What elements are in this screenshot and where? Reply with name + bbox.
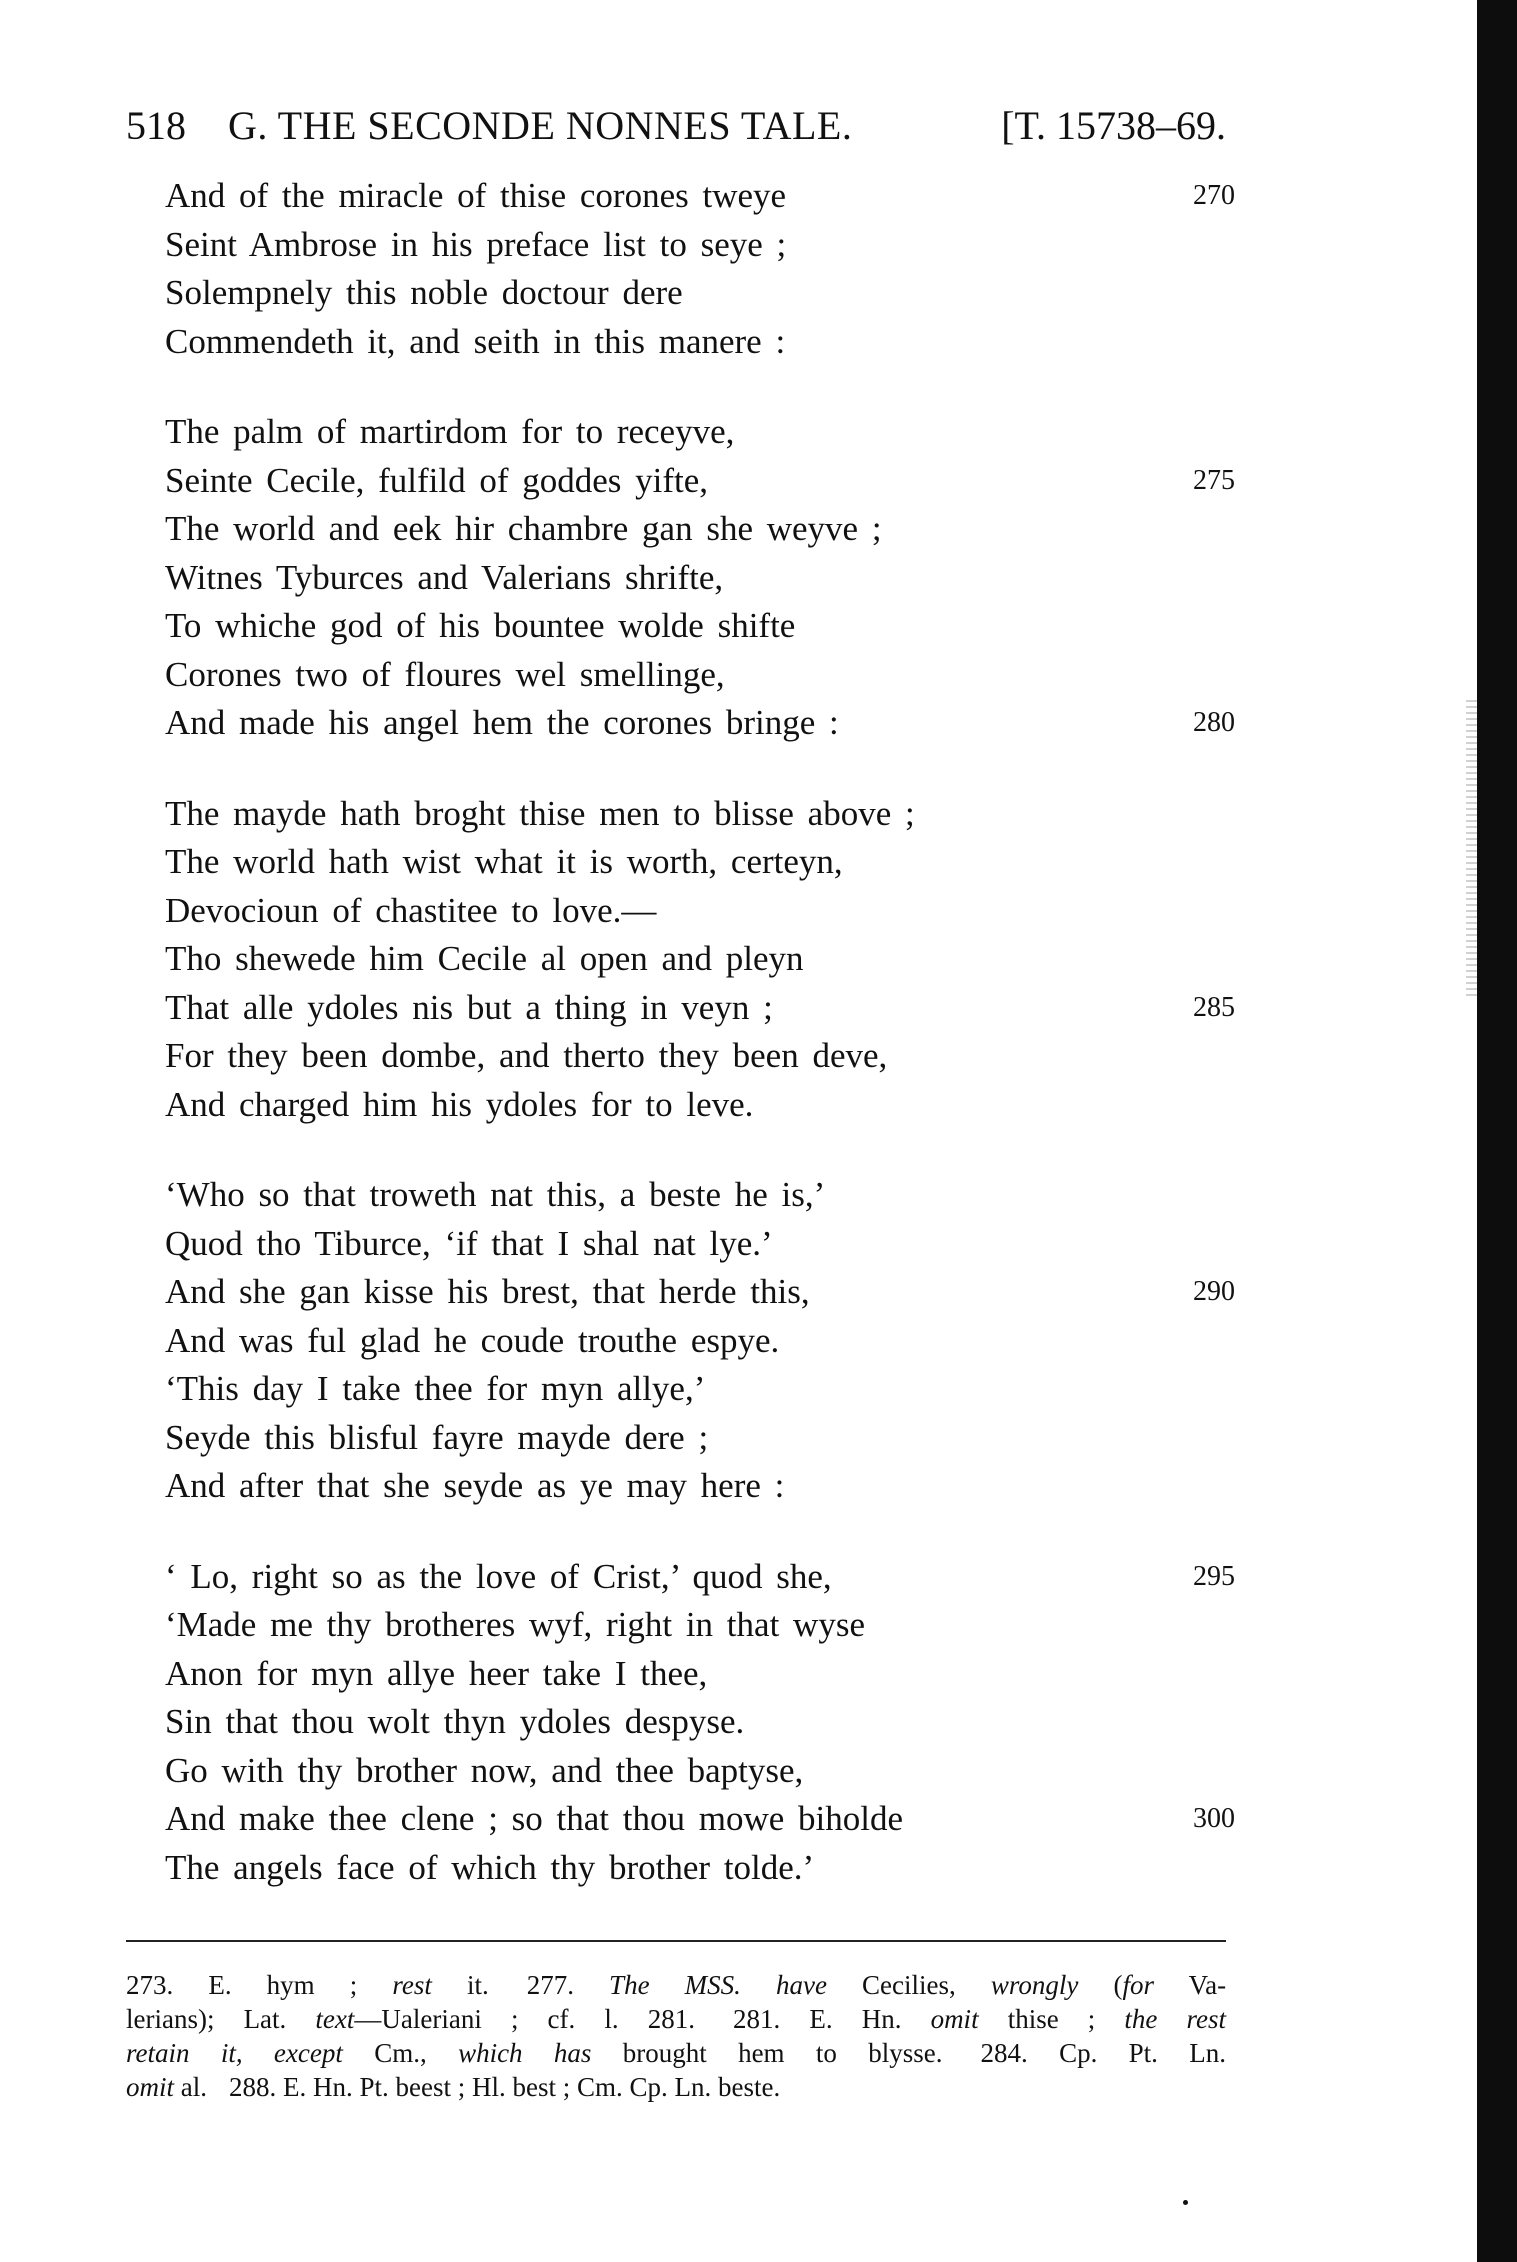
verse-line-text: Go with thy brother now, and thee baptyse, [165,1750,804,1790]
footnote-italic: rest [392,1970,432,2000]
footnote-text: lerians); Lat. [126,2004,287,2034]
verse-line-text: Tho shewede him Cecile al open and pleyn [165,939,804,978]
verse-text [165,172,1235,1934]
footnote-italic: retain it, except [126,2038,343,2068]
footnote-italic: the rest [1124,2004,1226,2034]
verse-line-text: And made his angel hem the corones bringe : [165,703,839,742]
verse-line [165,1553,1235,1602]
stanza [165,172,1235,366]
verse-line [165,269,1235,318]
verse-line [165,1462,1235,1511]
line-number: 275 [1193,464,1235,496]
verse-line-text: Quod tho Tiburce, ‘if that I shal nat lye.’ [165,1223,773,1263]
verse-line-text: And after that she seyde as ye may here : [165,1466,785,1505]
scan-speck [1183,2200,1188,2205]
stanza [165,790,1235,1130]
line-number: 295 [1193,1560,1235,1592]
running-head [126,96,1226,156]
verse-line [165,1844,1235,1893]
verse-line [165,1220,1235,1269]
footnote-text: Cm., [374,2038,427,2068]
verse-line-text: Solempnely this noble doctour dere [165,273,683,312]
verse-line [165,457,1235,506]
verse-line [165,554,1235,603]
footnote-text: thise ; [1007,2004,1096,2034]
footnote-italic: for [1122,1970,1154,2000]
verse-line [165,505,1235,554]
line-number: 270 [1193,180,1235,211]
verse-line [165,699,1235,748]
line-number: 300 [1193,1803,1235,1834]
verse-line-text: ‘This day I take thee for myn allye,’ [165,1369,706,1408]
verse-line-text: The world and eek hir chambre gan she weyve ; [165,509,882,548]
line-reference: [T. 15738–69. [1001,103,1226,148]
footnote-text: brought hem to blysse. [622,2038,943,2068]
footnote-text: 273. E. hym ; [126,1970,358,2000]
verse-line-text: The mayde hath broght thise men to blisse above ; [165,793,915,833]
footnote-italic: omit [126,2072,175,2102]
verse-line [165,1698,1235,1747]
verse-line [165,984,1235,1033]
verse-line [165,790,1235,839]
verse-line-text: And was ful glad he coude trouthe espye. [165,1320,780,1360]
footnote-text: 284. Cp. Pt. Ln. [980,2038,1227,2068]
verse-line [165,172,1235,221]
verse-line-text: ‘Made me thy brotheres wyf, right in that wyse [165,1605,865,1644]
verse-line-text: Commendeth it, and seith in this manere : [165,321,786,361]
verse-line-text: To whiche god of his bountee wolde shifte [165,606,796,645]
verse-line-text: Seinte Cecile, fulfild of goddes yifte, [165,460,709,500]
verse-line-text: The palm of martirdom for to receyve, [165,412,735,451]
verse-line [165,1268,1235,1317]
verse-line-text: For they been dombe, and therto they been deve, [165,1036,888,1075]
verse-line-text: And of the miracle of thise corones tweye [165,176,787,215]
verse-line [165,1601,1235,1650]
page-number: 518 [126,103,186,148]
footnote-text: Va- [1188,1970,1227,2000]
verse-line-text: The world hath wist what it is worth, certeyn, [165,842,843,881]
verse-line-text: And charged him his ydoles for to leve. [165,1084,754,1124]
footnote-line [126,2036,1226,2070]
verse-line-text: Witnes Tyburces and Valerians shrifte, [165,557,724,597]
verse-line-text: ‘Who so that troweth nat this, a beste he is,’ [165,1175,826,1214]
verse-line [165,1414,1235,1463]
verse-line [165,602,1235,651]
verse-line [165,318,1235,367]
verse-line [165,935,1235,984]
line-number: 285 [1193,991,1235,1023]
footnote-line [126,2070,1226,2104]
verse-line-text: And make thee clene ; so that thou mowe biholde [165,1799,904,1838]
footnote-italic: text [315,2004,355,2034]
verse-line-text: That alle ydoles nis but a thing in veyn ; [165,987,773,1027]
verse-line-text: ‘ Lo, right so as the love of Crist,’ quod she, [165,1556,832,1596]
verse-line [165,1365,1235,1414]
footnote-text: 288. E. Hn. Pt. beest ; Hl. best ; Cm. Cp. Ln. beste. [229,2072,781,2102]
page-title: G. THE SECONDE NONNES TALE. [228,103,853,148]
footnote-line [126,1968,1226,2002]
verse-line [165,221,1235,270]
verse-line-text: The angels face of which thy brother tolde.’ [165,1847,815,1887]
footnote-italic: wrongly [990,1970,1079,2000]
verse-line [165,1081,1235,1130]
verse-line [165,408,1235,457]
stanza [165,1171,1235,1511]
stanza [165,408,1235,748]
footnote-italic: which has [458,2038,592,2068]
verse-line-text: Anon for myn allye heer take I thee, [165,1653,708,1693]
footnotes [126,1968,1226,2104]
verse-line [165,651,1235,700]
footnote-italic: omit [930,2004,979,2034]
verse-line [165,1032,1235,1081]
footnote-rule [126,1940,1226,1942]
verse-line-text: Sin that thou wolt thyn ydoles despyse. [165,1702,745,1741]
verse-line [165,1795,1235,1844]
footnote-text: al. [180,2072,208,2102]
verse-line [165,1171,1235,1220]
verse-line-text: Seint Ambrose in his preface list to seye ; [165,224,787,264]
verse-line [165,1650,1235,1699]
footnote-text: 277. [526,1970,574,2000]
footnote-text: 281. E. Hn. [733,2004,902,2034]
verse-line-text: Seyde this blisful fayre mayde dere ; [165,1417,709,1457]
footnote-italic: The MSS. have [609,1970,827,2000]
line-number: 280 [1193,707,1235,738]
footnote-text: —Ualeriani ; cf. l. 281. [354,2004,695,2034]
footnote-text: it. [466,1970,489,2000]
verse-line [165,1747,1235,1796]
verse-line-text: Devocioun of chastitee to love.— [165,890,657,930]
footnote-text: ( [1113,1970,1123,2000]
verse-line [165,887,1235,936]
footnote-text: Cecilies, [862,1970,956,2000]
verse-line [165,1317,1235,1366]
stanza [165,1553,1235,1893]
footnote-line [126,2002,1226,2036]
verse-line-text: Corones two of floures wel smellinge, [165,654,725,694]
line-number: 290 [1193,1276,1235,1307]
verse-line-text: And she gan kisse his brest, that herde this, [165,1272,810,1311]
scan-edge-border [1477,0,1517,2262]
verse-line [165,838,1235,887]
